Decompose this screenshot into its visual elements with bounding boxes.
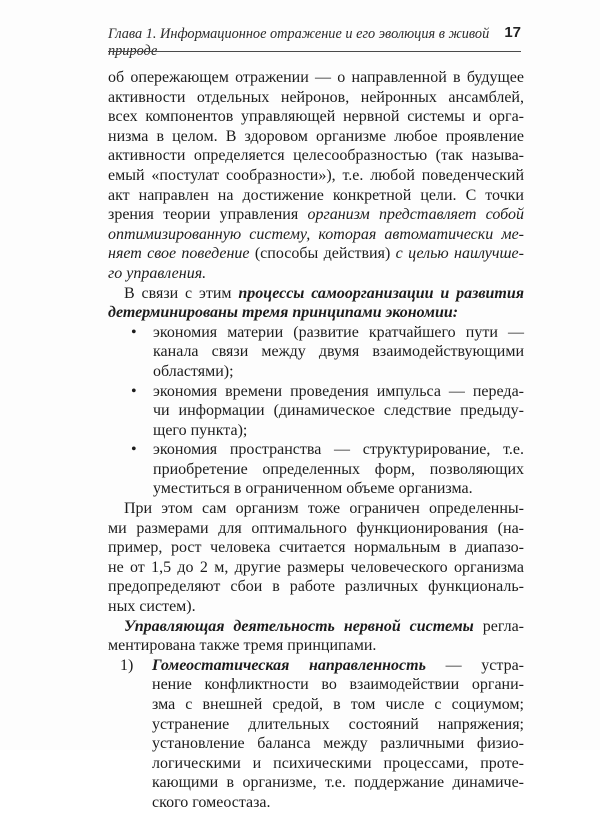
text-line: пример, рост человека считается нормальным в диапазо- xyxy=(108,539,524,557)
text-line: не от 1,5 до 2 м, другие размеры человеческого организма xyxy=(108,558,524,576)
text-line xyxy=(108,205,524,225)
text-line: устранение длительных состояний напряжения; xyxy=(152,715,524,733)
header-divider xyxy=(108,51,521,52)
bold-emphasis-run: Управляющая деятельность нервной системы xyxy=(124,617,474,635)
emphasis-run: с целью наилучше- xyxy=(395,245,524,263)
text-line: предопределяют сбои в работе различных функциональ- xyxy=(108,578,524,596)
emphasis-run: оптимизированную систему, которая автоматически ме- xyxy=(108,225,524,243)
paragraph-4 xyxy=(108,617,524,656)
text-line xyxy=(108,284,524,304)
emphasis-run: го управления. xyxy=(108,264,207,282)
text-line: всех компонентов управляющей нервной системы и орга- xyxy=(108,108,524,126)
list-item xyxy=(108,656,524,813)
text-line: ментирована также тремя принципами. xyxy=(108,637,377,655)
list-item xyxy=(108,382,524,441)
text-line: чи информации (динамическое следствие предыду- xyxy=(153,402,524,420)
emphasis-run: няет свое поведение xyxy=(108,245,250,263)
text-line: канала связи между двумя взаимодействующими xyxy=(153,343,524,361)
bullet-marker: • xyxy=(131,323,137,341)
text-line: При этом сам организм тоже ограничен определенны- xyxy=(124,500,524,518)
text-line: экономия материи (развитие кратчайшего пути — xyxy=(153,323,524,341)
bold-emphasis-run: детерминированы тремя принципами экономии: xyxy=(108,304,459,322)
text-line: акт направлен на достижение конкретной цели. С точки xyxy=(108,186,524,204)
text-line xyxy=(108,303,524,323)
text-run: — устра- xyxy=(425,656,525,674)
emphasis-run: организм представляет собой xyxy=(307,206,525,224)
text-line: об опережающем отражении — о направленной в будущее xyxy=(108,69,524,86)
text-run: зрения теории управления xyxy=(108,206,308,224)
text-line: нение конфликтности во взаимодействии органи- xyxy=(152,676,524,694)
text-line: логическими и психическими процессами, проте- xyxy=(152,754,524,772)
text-line: экономия пространства — структурирование, т.е. xyxy=(153,441,524,459)
text-run: (способы действия) xyxy=(249,245,396,263)
text-line: уместиться в ограниченном объеме организма. xyxy=(153,480,473,498)
text-run: регла- xyxy=(473,617,525,635)
running-header xyxy=(108,24,521,59)
paragraph-1 xyxy=(108,68,524,284)
text-line: ных систем). xyxy=(108,598,196,616)
page-number: 17 xyxy=(504,24,521,41)
text-line: ми размерами для оптимального функционирования (на- xyxy=(108,519,524,537)
text-line: емый «постулат сообразности»), т.е. любой поведенческий xyxy=(108,166,524,184)
paragraph-3 xyxy=(108,499,524,617)
text-line: кающими в организме, т.е. поддержание динамиче- xyxy=(152,774,524,792)
numbered-list xyxy=(108,656,524,813)
text-line: областями); xyxy=(153,362,234,380)
text-line xyxy=(108,617,524,637)
text-line: зма с внешней средой, в том числе с социумом; xyxy=(152,696,524,713)
text-line: экономия времени проведения импульса — переда- xyxy=(153,382,524,400)
text-line xyxy=(108,225,524,245)
text-line: установление баланса между различными физио- xyxy=(152,735,524,753)
text-run: В связи с этим xyxy=(124,284,239,302)
paragraph-2 xyxy=(108,284,524,323)
list-item xyxy=(108,323,524,382)
text-line xyxy=(108,264,524,284)
list-number: 1) xyxy=(120,656,134,674)
running-title: Глава 1. Информационное отражение и его эволюция в живой природе xyxy=(108,26,490,59)
bullet-marker: • xyxy=(131,441,137,459)
bold-emphasis-run: Гомеостатическая направленность xyxy=(152,656,426,674)
bullet-list xyxy=(108,323,524,499)
bullet-marker: • xyxy=(131,382,137,400)
text-line xyxy=(108,244,524,264)
text-line: ского гомеостаза. xyxy=(152,793,271,811)
text-line: щего пункта); xyxy=(153,421,248,439)
text-line: активности определяется целесообразностью (так называ- xyxy=(108,147,524,165)
text-line: низма в целом. В здоровом организме любое проявление xyxy=(108,127,524,145)
bold-emphasis-run: процессы самоорганизации и развития xyxy=(238,284,524,302)
text-line xyxy=(152,656,524,676)
text-line: приобретение определенных форм, позволяющих xyxy=(153,460,524,478)
list-item xyxy=(108,440,524,499)
page-body xyxy=(108,68,524,813)
text-line: активности отдельных нейронов, нейронных ансамблей, xyxy=(108,88,524,106)
